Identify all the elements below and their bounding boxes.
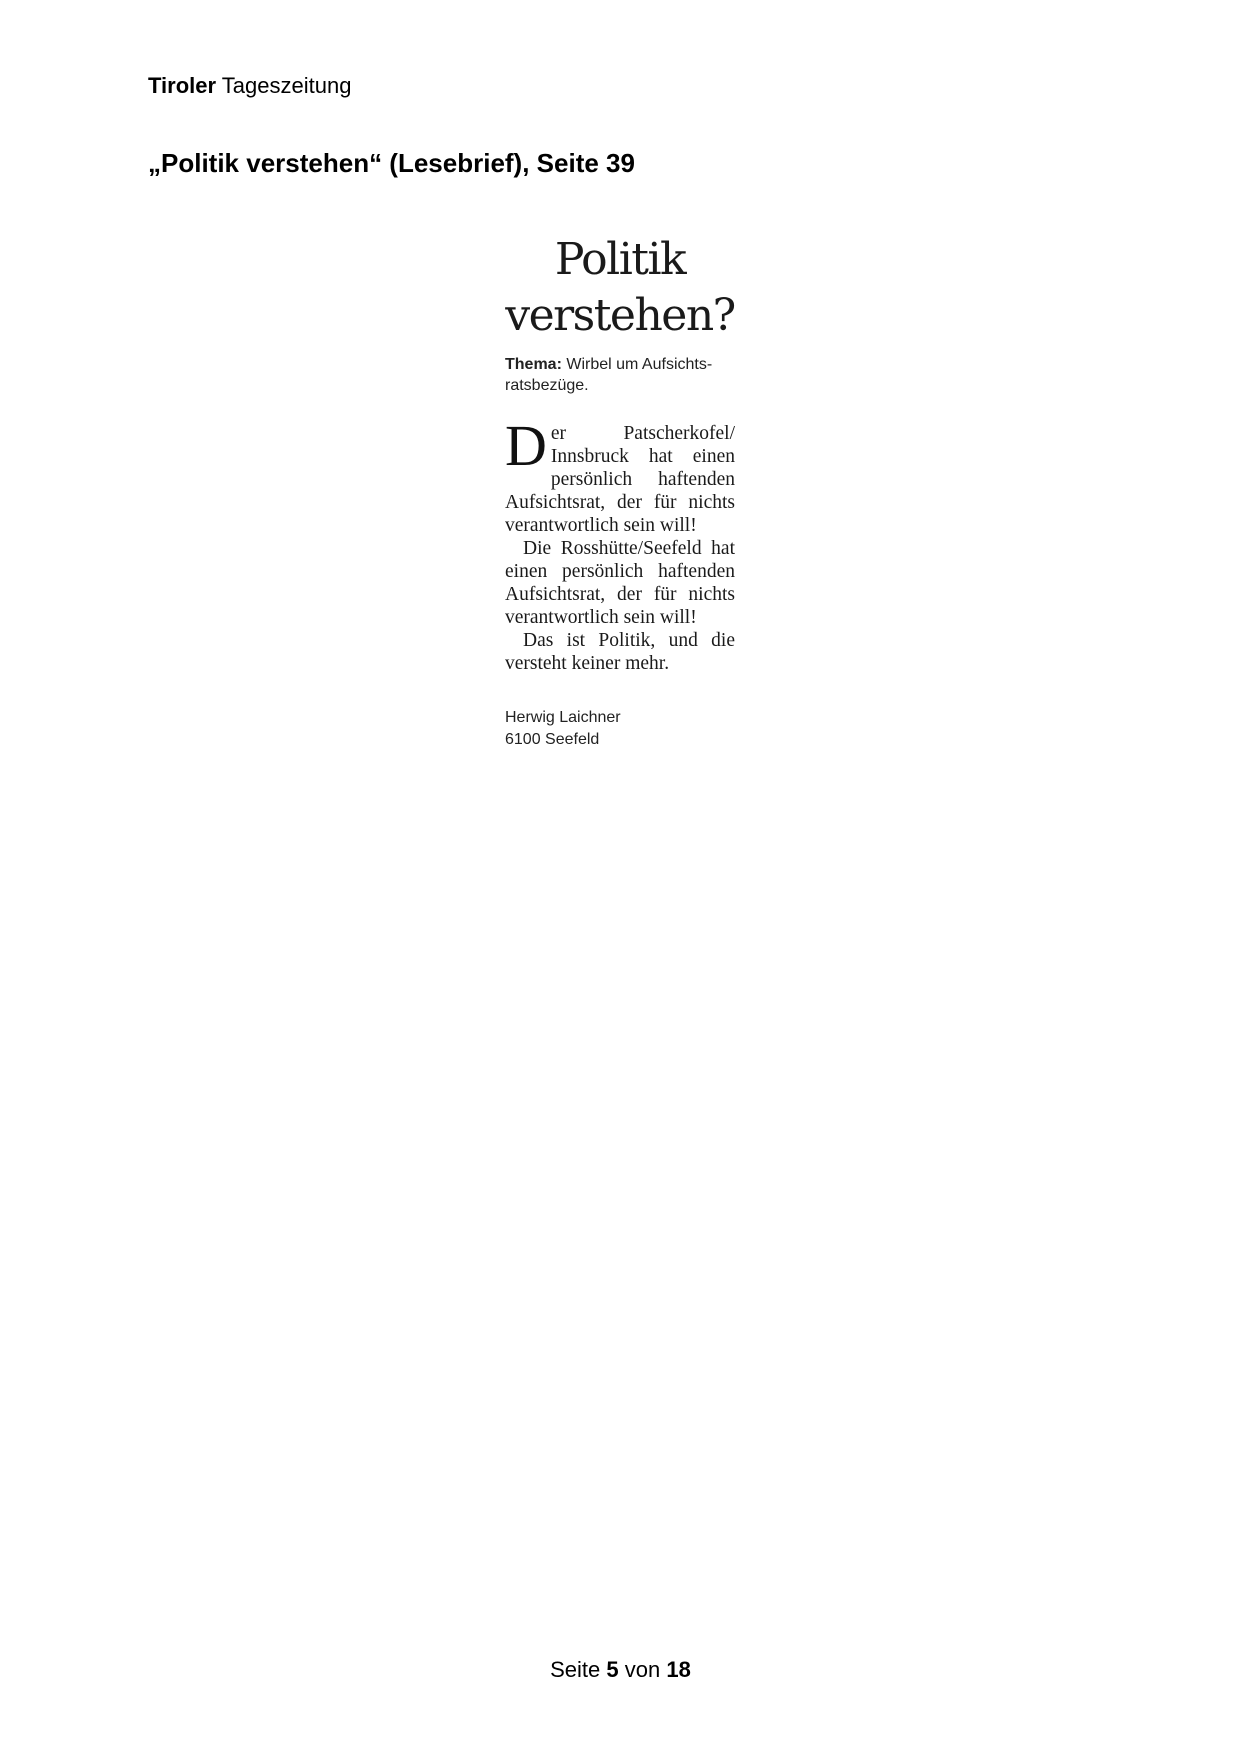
publication-name [148, 72, 351, 100]
letter-paragraph-1-text: er Patscherkofel/ Innsbruck hat einen persönlich haftenden Aufsichtsrat, der für nichts verantwortlich sein will! [505, 423, 735, 536]
clipping-title-line1: Politik [554, 234, 686, 285]
newspaper-clipping [505, 232, 735, 751]
page-footer [0, 1656, 1241, 1684]
footer-middle: von [624, 1657, 661, 1682]
author-name: Herwig Laichner [505, 709, 621, 726]
topic-label: Thema: [505, 356, 562, 373]
article-heading: „Politik verstehen“ (Lesebrief), Seite 39 [148, 148, 635, 178]
dropcap: D [505, 413, 547, 478]
author-location: 6100 Seefeld [505, 731, 600, 748]
footer-prefix: Seite [550, 1657, 601, 1682]
letter-paragraph-3: Das ist Politik, und die versteht keiner mehr. [505, 630, 735, 674]
letter-body [505, 413, 735, 675]
clipping-title-line2: verstehen? [505, 290, 735, 341]
topic-text: Wirbel um Aufsichts-ratsbezüge. [505, 356, 713, 394]
clipping-topic [505, 354, 735, 396]
letter-paragraph-1 [505, 413, 735, 537]
letter-signature [505, 707, 735, 751]
footer-page-number: 5 [606, 1657, 619, 1682]
letter-paragraph-2: Die Rosshütte/Seefeld hat einen persönlich haftenden Aufsichtsrat, der für nichts verantwortlich sein will! [505, 538, 735, 628]
publication-name-rest: Tageszeitung [221, 73, 352, 98]
footer-page-total: 18 [666, 1657, 691, 1682]
clipping-title [505, 232, 735, 344]
publication-name-bold: Tiroler [148, 73, 217, 98]
